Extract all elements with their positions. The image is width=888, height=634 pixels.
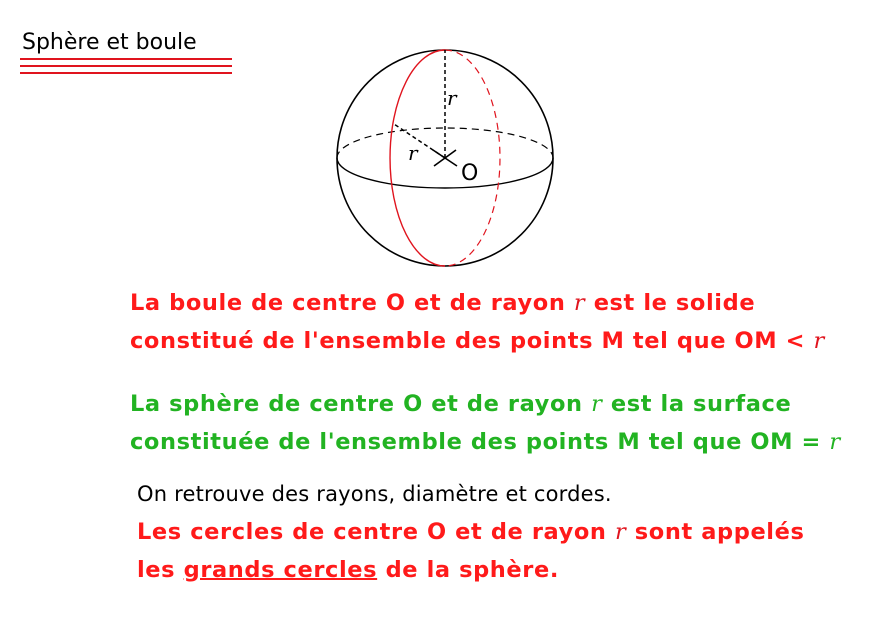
- sphere-line-1: La sphère de centre O et de rayon r est la surface: [130, 391, 792, 417]
- sphere-diagram: [330, 42, 570, 277]
- grands-cercles-term: grands cercles: [183, 557, 378, 583]
- notes-line-2: Les cercles de centre O et de rayon r sont appelés: [137, 519, 805, 545]
- sphere-line-2: constituée de l'ensemble des points M tel que OM = r: [130, 429, 841, 455]
- radius-label-oblique: r: [408, 141, 418, 165]
- grand-circles-definition: [137, 513, 804, 589]
- notes-line-1: On retrouve des rayons, diamètre et cordes.: [137, 482, 612, 506]
- center-label: O: [461, 161, 479, 186]
- sphere-definition: [130, 385, 841, 461]
- boule-line-2: constitué de l'ensemble des points M tel que OM < r: [130, 328, 825, 354]
- boule-definition: [130, 284, 825, 360]
- radius-label-vertical: r: [447, 86, 457, 110]
- great-circle-back: [445, 50, 500, 266]
- page-title: Sphère et boule: [22, 30, 197, 55]
- notes-line-3: les grands cercles de la sphère.: [137, 557, 559, 583]
- equator-front: [337, 158, 553, 188]
- title-underline: [20, 58, 232, 79]
- boule-line-1: La boule de centre O et de rayon r est le solide: [130, 290, 756, 316]
